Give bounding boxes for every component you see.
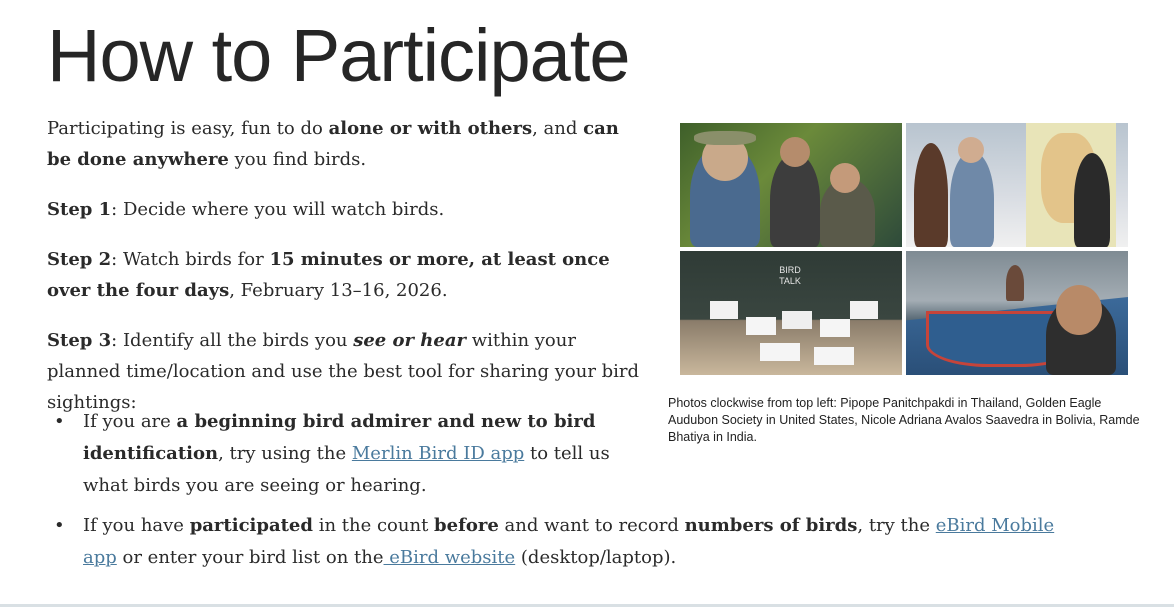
photo-united-states	[906, 123, 1128, 247]
page-title: How to Participate	[47, 14, 630, 97]
photo-india	[906, 251, 1128, 375]
ebird-website-link[interactable]: eBird website	[383, 547, 516, 568]
step-1-paragraph: Step 1: Decide where you will watch birds.	[47, 199, 445, 220]
photo-thailand	[680, 123, 902, 247]
intro-paragraph: Participating is easy, fun to do alone or with others, and can be done anywhere you find birds.	[47, 118, 619, 170]
step-2-label: Step 2	[47, 249, 112, 270]
photo-collage	[680, 123, 1128, 375]
step-3-paragraph: Step 3: Identify all the birds you see or hear within your planned time/location and use the best tool for sharing your bird sightings:	[47, 330, 640, 413]
chalkboard-text: BIRD TALK	[779, 265, 801, 286]
intro-section	[47, 113, 642, 437]
bullet-icon: •	[54, 411, 65, 432]
photo-caption: Photos clockwise from top left: Pipope Panitchpakdi in Thailand, Golden Eagle Audubon Society in United States, Nicole Adriana Avalos Saavedra in Bolivia, Ramde Bhatiya in India.	[668, 396, 1140, 444]
step-3-label: Step 3	[47, 330, 112, 351]
step-2-paragraph: Step 2: Watch birds for 15 minutes or more, at least once over the four days, February 13–16, 2026.	[47, 249, 610, 301]
step-1-label: Step 1	[47, 199, 112, 220]
photo-bolivia	[680, 251, 902, 375]
list-item: • If you have participated in the count before and want to record numbers of birds, try the eBird Mobile app or enter your bird list on the eBird website (desktop/laptop).	[47, 510, 1077, 574]
bullet-icon: •	[54, 515, 65, 536]
merlin-app-link[interactable]: Merlin Bird ID app	[351, 443, 525, 464]
ebird-mobile-link[interactable]: eBird Mobile app	[83, 515, 1055, 568]
list-item: • If you are a beginning bird admirer and new to bird identification, try using the Merlin Bird ID app to tell us what birds you are seeing or hearing.	[47, 406, 643, 502]
